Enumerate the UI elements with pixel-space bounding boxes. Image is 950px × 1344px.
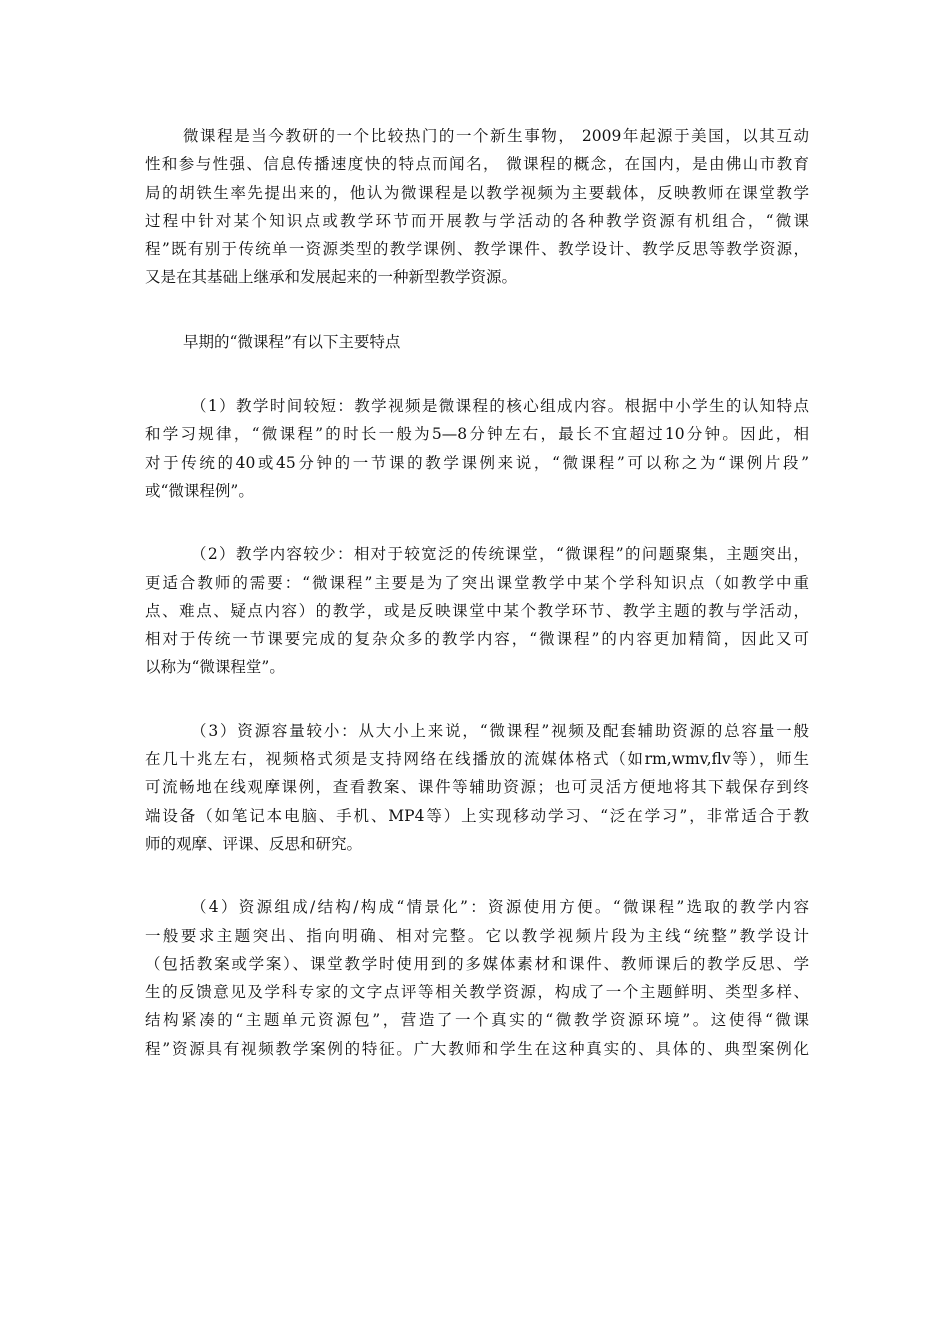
- text-line: 又是在其基础上继承和发展起来的一种新型教学资源。: [145, 268, 518, 287]
- text-line: 师的观摩、评课、反思和研究。: [145, 834, 363, 853]
- feature-1-paragraph: [145, 392, 809, 505]
- text-line: （1）教学时间较短：教学视频是微课程的核心组成内容。根据中小学生的认知特点: [191, 397, 809, 416]
- text-line: 点、难点、疑点内容）的教学，或是反映课堂中某个教学环节、教学主题的教与学活动，: [145, 601, 809, 620]
- text-line: 相对于传统一节课要完成的复杂众多的教学内容，“微课程”的内容更加精简，因此又可: [145, 630, 809, 649]
- text-line: 可流畅地在线观摩课例，查看教案、课件等辅助资源；也可灵活方便地将其下载保存到终: [145, 778, 809, 797]
- text-line: 过程中针对某个知识点或教学环节而开展教与学活动的各种教学资源有机组合，“微课: [145, 211, 809, 230]
- intro-paragraph: [145, 122, 809, 292]
- text-line: （包括教案或学案）、课堂教学时使用到的多媒体素材和课件、教师课后的教学反思、学: [145, 954, 809, 973]
- features-heading-paragraph: [145, 328, 809, 356]
- text-line: 一般要求主题突出、指向明确、相对完整。它以教学视频片段为主线“统整”教学设计: [145, 926, 809, 945]
- text-line: 局的胡铁生率先提出来的，他认为微课程是以教学视频为主要载体，反映教师在课堂教学: [145, 183, 809, 202]
- text-line: 性和参与性强、信息传播速度快的特点而闻名， 微课程的概念，在国内，是由佛山市教育: [145, 155, 809, 174]
- text-line: 在几十兆左右，视频格式须是支持网络在线播放的流媒体格式（如rm,wmv,flv等），师生: [145, 750, 809, 769]
- text-line: 以称为“微课程堂”。: [145, 658, 285, 677]
- text-line: 和学习规律，“微课程”的时长一般为5—8分钟左右，最长不宜超过10分钟。因此，相: [145, 425, 809, 444]
- text-line: 微课程是当今教研的一个比较热门的一个新生事物， 2009年起源于美国，以其互动: [183, 127, 809, 145]
- feature-2-paragraph: [145, 540, 809, 681]
- text-line: 或“微课程例”。: [145, 481, 254, 500]
- feature-4-paragraph: [145, 893, 809, 1063]
- text-line: 结构紧凑的“主题单元资源包”，营造了一个真实的“微教学资源环境”。这使得“微课: [145, 1011, 809, 1030]
- feature-3-paragraph: [145, 717, 809, 858]
- text-line: 生的反馈意见及学科专家的文字点评等相关教学资源，构成了一个主题鲜明、类型多样、: [145, 983, 809, 1002]
- text-line: （3）资源容量较小：从大小上来说，“微课程”视频及配套辅助资源的总容量一般: [191, 721, 809, 740]
- text-line: （2）教学内容较少：相对于较宽泛的传统课堂，“微课程”的问题聚集，主题突出，: [191, 545, 809, 564]
- text-line: 端设备（如笔记本电脑、手机、MP4等）上实现移动学习、“泛在学习”，非常适合于教: [145, 806, 809, 825]
- text-line: （4）资源组成/结构/构成“情景化”：资源使用方便。“微课程”选取的教学内容: [191, 898, 809, 917]
- text-line: 对于传统的40或45分钟的一节课的教学课例来说，“微课程”可以称之为“课例片段”: [145, 453, 809, 472]
- text-line: 程”既有别于传统单一资源类型的教学课例、教学课件、教学设计、教学反思等教学资源，: [145, 240, 809, 259]
- text-line: 程”资源具有视频教学案例的特征。广大教师和学生在这种真实的、具体的、典型案例化: [145, 1039, 809, 1058]
- text-line: 更适合教师的需要：“微课程”主要是为了突出课堂教学中某个学科知识点（如教学中重: [145, 573, 809, 592]
- document-body: [145, 122, 809, 1063]
- section-heading: 早期的“微课程”有以下主要特点: [183, 332, 401, 351]
